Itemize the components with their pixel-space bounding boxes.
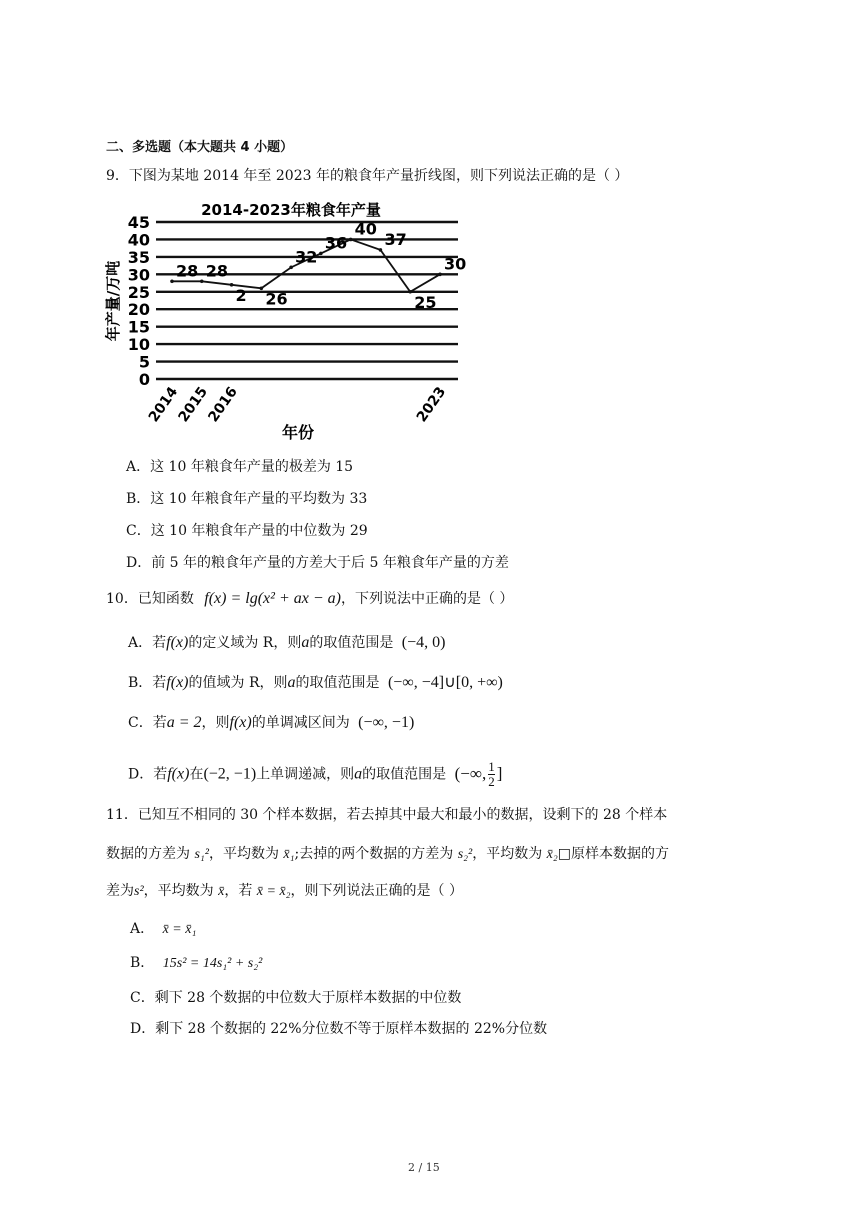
- y-tick-label: 5: [138, 352, 150, 372]
- data-point: [379, 248, 383, 252]
- data-point: [170, 280, 174, 284]
- q10-stem-suffix: ，下列说法中正确的是（ ）: [340, 591, 514, 607]
- y-tick-label: 20: [127, 300, 150, 320]
- data-label: 40: [354, 219, 377, 239]
- q10-option-c: C．若a = 2，则f(x)的单调减区间为 (−∞, −1): [128, 714, 415, 731]
- data-label: 30: [444, 254, 467, 274]
- chart-svg: [96, 195, 476, 445]
- data-point: [200, 280, 204, 284]
- q10-option-d: D．若f(x)在(−2, −1)上单调递减，则a的取值范围是 (−∞, $\frac{1}{2}$ ]: [128, 759, 503, 789]
- y-tick-label: 15: [127, 317, 150, 337]
- q10-function: f(x) = lg(x² + ax − a): [204, 590, 341, 607]
- x-tick-label: 2014: [145, 384, 182, 426]
- q10-stem-prefix: 10．已知函数: [106, 591, 194, 607]
- data-label: 32: [295, 247, 318, 267]
- data-point: [289, 266, 293, 270]
- data-label: 28: [176, 261, 199, 281]
- y-tick-label: 30: [127, 265, 150, 285]
- data-point: [230, 283, 234, 287]
- q10-stem: [106, 588, 513, 608]
- q9-option-a: A．这 10 年粮食年产量的极差为 15: [126, 459, 354, 475]
- x-tick-label: 2023: [413, 384, 450, 426]
- q9-option-d: D．前 5 年的粮食年产量的方差大于后 5 年粮食年产量的方差: [126, 555, 509, 571]
- q9-stem: 9．下图为某地 2014 年至 2023 年的粮食年产量折线图，则下列说法正确的是（ ）: [106, 168, 629, 184]
- y-tick-label: 45: [127, 213, 150, 232]
- data-point: [260, 286, 264, 290]
- x-tick-label: 2016: [205, 384, 241, 426]
- section-title: 二、多选题（本大题共 4 小题）: [106, 140, 294, 155]
- q11-line-1: 11．已知互不相同的 30 个样本数据，若去掉其中最大和最小的数据，设剩下的 28 个样本: [106, 807, 668, 823]
- fraction-one-half: $\frac{1}{2}$: [488, 759, 495, 789]
- q11-option-a: A． x̄ = x̄₁: [130, 921, 197, 937]
- q9-option-b: B．这 10 年粮食年产量的平均数为 33: [126, 491, 368, 507]
- data-point: [408, 290, 412, 294]
- y-tick-label: 35: [127, 247, 150, 267]
- x-axis-label: 年份: [281, 423, 315, 442]
- data-label: 36: [324, 233, 348, 253]
- chart-title: 2014-2023年粮食年产量: [201, 201, 381, 219]
- q11-line-3: 差为s²，平均数为 x̄，若 x̄ = x̄₂，则下列说法正确的是（ ）: [106, 883, 463, 899]
- q11-option-d: D．剩下 28 个数据的 22%分位数不等于原样本数据的 22%分位数: [130, 1021, 548, 1037]
- page-number: 2 / 15: [408, 1161, 440, 1174]
- q10-option-a: A．若f(x)的定义域为 R，则a的取值范围是 (−4, 0): [128, 634, 446, 651]
- q11-option-b: B． 15s² = 14s₁² + s₂²: [130, 955, 263, 971]
- data-label: 25: [414, 292, 437, 312]
- data-point: [319, 252, 323, 256]
- data-label: 28: [205, 261, 229, 281]
- y-tick-label: 10: [127, 335, 150, 355]
- y-tick-label: 0: [138, 370, 150, 389]
- y-tick-label: 25: [127, 282, 150, 302]
- data-point: [438, 273, 442, 277]
- data-label: 2: [235, 285, 247, 305]
- data-point: [349, 238, 353, 242]
- yield-line-chart: [96, 195, 476, 445]
- data-label: 26: [265, 289, 288, 309]
- q11-option-c: C．剩下 28 个数据的中位数大于原样本数据的中位数: [130, 990, 462, 1006]
- data-label: 37: [384, 229, 407, 249]
- q9-option-c: C．这 10 年粮食年产量的中位数为 29: [126, 523, 368, 539]
- q11-line-2: 数据的方差为 s₁²，平均数为 x̄₁;去掉的两个数据的方差为 s₂²，平均数为 x̄₂□原样本数据的方: [106, 846, 669, 862]
- y-tick-label: 40: [127, 230, 150, 250]
- x-tick-label: 2015: [175, 384, 212, 426]
- y-axis-label: 年产量/万吨: [104, 260, 122, 342]
- q10-option-b: B．若f(x)的值域为 R，则a的取值范围是 (−∞, −4]∪[0, +∞): [128, 674, 503, 691]
